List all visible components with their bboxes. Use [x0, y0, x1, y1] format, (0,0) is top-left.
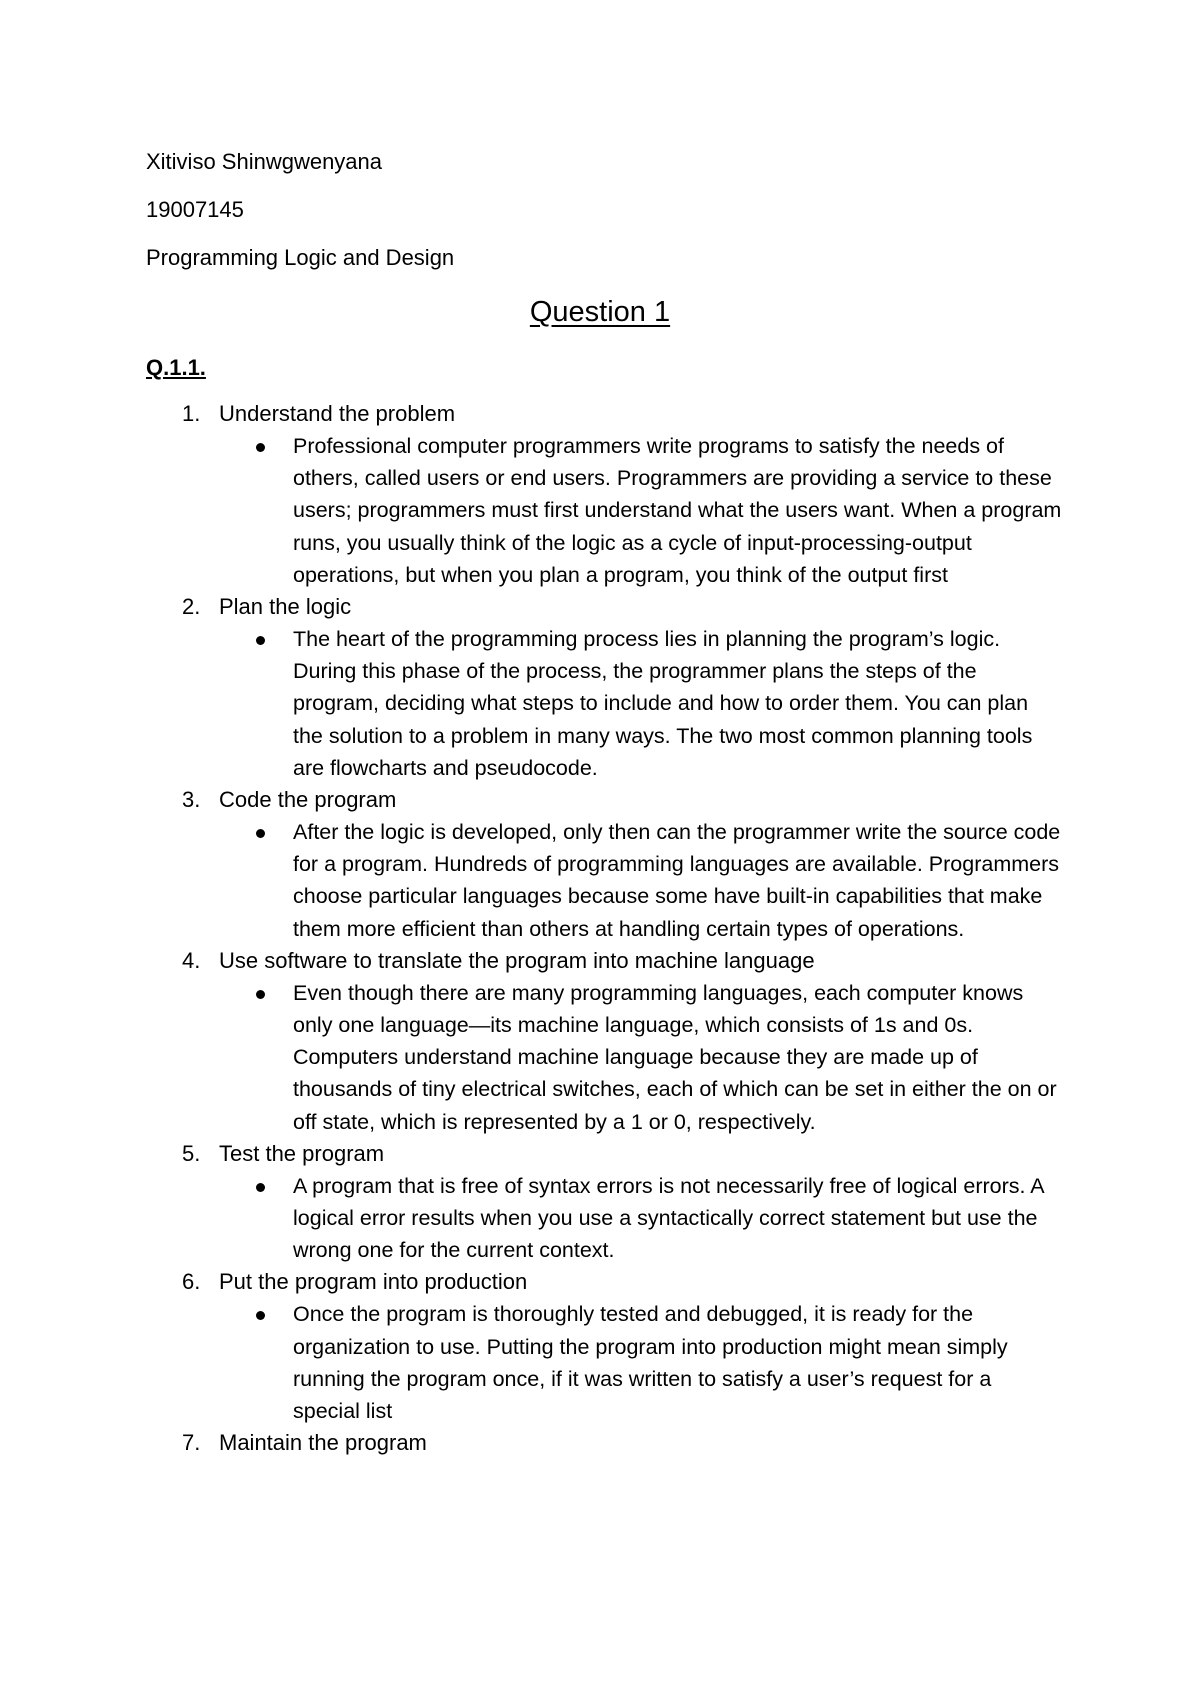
step-bullet [0, 816, 1063, 945]
step-title: Code the program [219, 787, 397, 813]
author-name: Xitiviso Shinwgwenyana [146, 149, 383, 174]
bullet-text: Professional computer programmers write programs to satisfy the needs of others, called users or end users. Programmers are providing a service to these users; programmers must first understand what the users want. When a program runs, you usually think of the logic as a cycle of input-processing-output operations, but when you plan a program, you think of the output first [293, 434, 1062, 587]
step-title: Plan the logic [219, 594, 352, 620]
bullet-dot-icon [256, 1311, 265, 1320]
bullet-text: A program that is free of syntax errors is not necessarily free of logical errors. A logical error results when you use a syntactically correct statement but use the wrong one for the current context. [293, 1173, 1044, 1263]
step-heading [0, 945, 1200, 977]
step-number: 2. [182, 594, 201, 620]
course-name: Programming Logic and Design [146, 245, 455, 270]
list-item [0, 398, 1200, 591]
step-number: 6. [182, 1269, 201, 1295]
step-heading [0, 398, 1200, 430]
bullet-dot-icon [256, 990, 265, 999]
step-bullet [0, 1170, 1063, 1267]
bullet-text: Even though there are many programming languages, each computer knows only one language—its machine language, which consists of 1s and 0s. Computers understand machine language because they are made up of thousands of tiny electrical switches, each of which can be set in either the on or off state, which is represented by a 1 or 0, respectively. [293, 980, 1057, 1134]
step-bullet [0, 1298, 1063, 1427]
student-number: 19007145 [146, 197, 244, 222]
step-title: Maintain the program [219, 1430, 427, 1456]
step-number: 7. [182, 1430, 201, 1456]
step-number: 1. [182, 401, 201, 426]
bullet-text: After the logic is developed, only then can the programmer write the source code for a program. Hundreds of programming languages are available. Programmers choose particular languages because some have built-in capabilities that make them more efficient than others at handling certain types of operations. [293, 820, 1061, 941]
list-item [0, 784, 1200, 945]
bullet-text: The heart of the programming process lies in planning the program’s logic. During this phase of the process, the programmer plans the steps of the program, deciding what steps to include and how to order them. You can plan the solution to a problem in many ways. The two most common planning tools are flowcharts and pseudocode. [293, 627, 1033, 780]
list-item [0, 1427, 1200, 1459]
steps-list [0, 398, 1200, 1459]
bullet-dot-icon [256, 1183, 265, 1192]
list-item [0, 945, 1200, 1138]
step-heading [0, 591, 1200, 623]
bullet-dot-icon [256, 829, 265, 838]
list-item [0, 1266, 1200, 1427]
step-heading [0, 1138, 1200, 1170]
step-bullet [0, 977, 1063, 1138]
step-heading [0, 784, 1200, 816]
step-heading [0, 1266, 1200, 1298]
step-number: 4. [182, 947, 201, 973]
bullet-dot-icon [256, 636, 265, 645]
section-label: Q.1.1. [146, 355, 206, 380]
step-bullet [0, 623, 1063, 784]
step-title: Test the program [219, 1140, 385, 1166]
list-item [0, 591, 1200, 784]
step-heading [0, 1427, 1200, 1459]
step-bullet [0, 430, 1063, 591]
step-title: Put the program into production [219, 1269, 528, 1295]
step-number: 3. [182, 787, 201, 813]
step-title: Use software to translate the program into machine language [219, 947, 815, 973]
list-item [0, 1138, 1200, 1267]
bullet-text: Once the program is thoroughly tested and debugged, it is ready for the organization to use. Putting the program into production might mean simply running the program once, if it was written to satisfy a user’s request for a special list [293, 1302, 1008, 1424]
bullet-dot-icon [256, 443, 265, 452]
question-title: Question 1 [529, 296, 671, 328]
step-title: Understand the problem [219, 401, 456, 426]
step-number: 5. [182, 1140, 201, 1166]
